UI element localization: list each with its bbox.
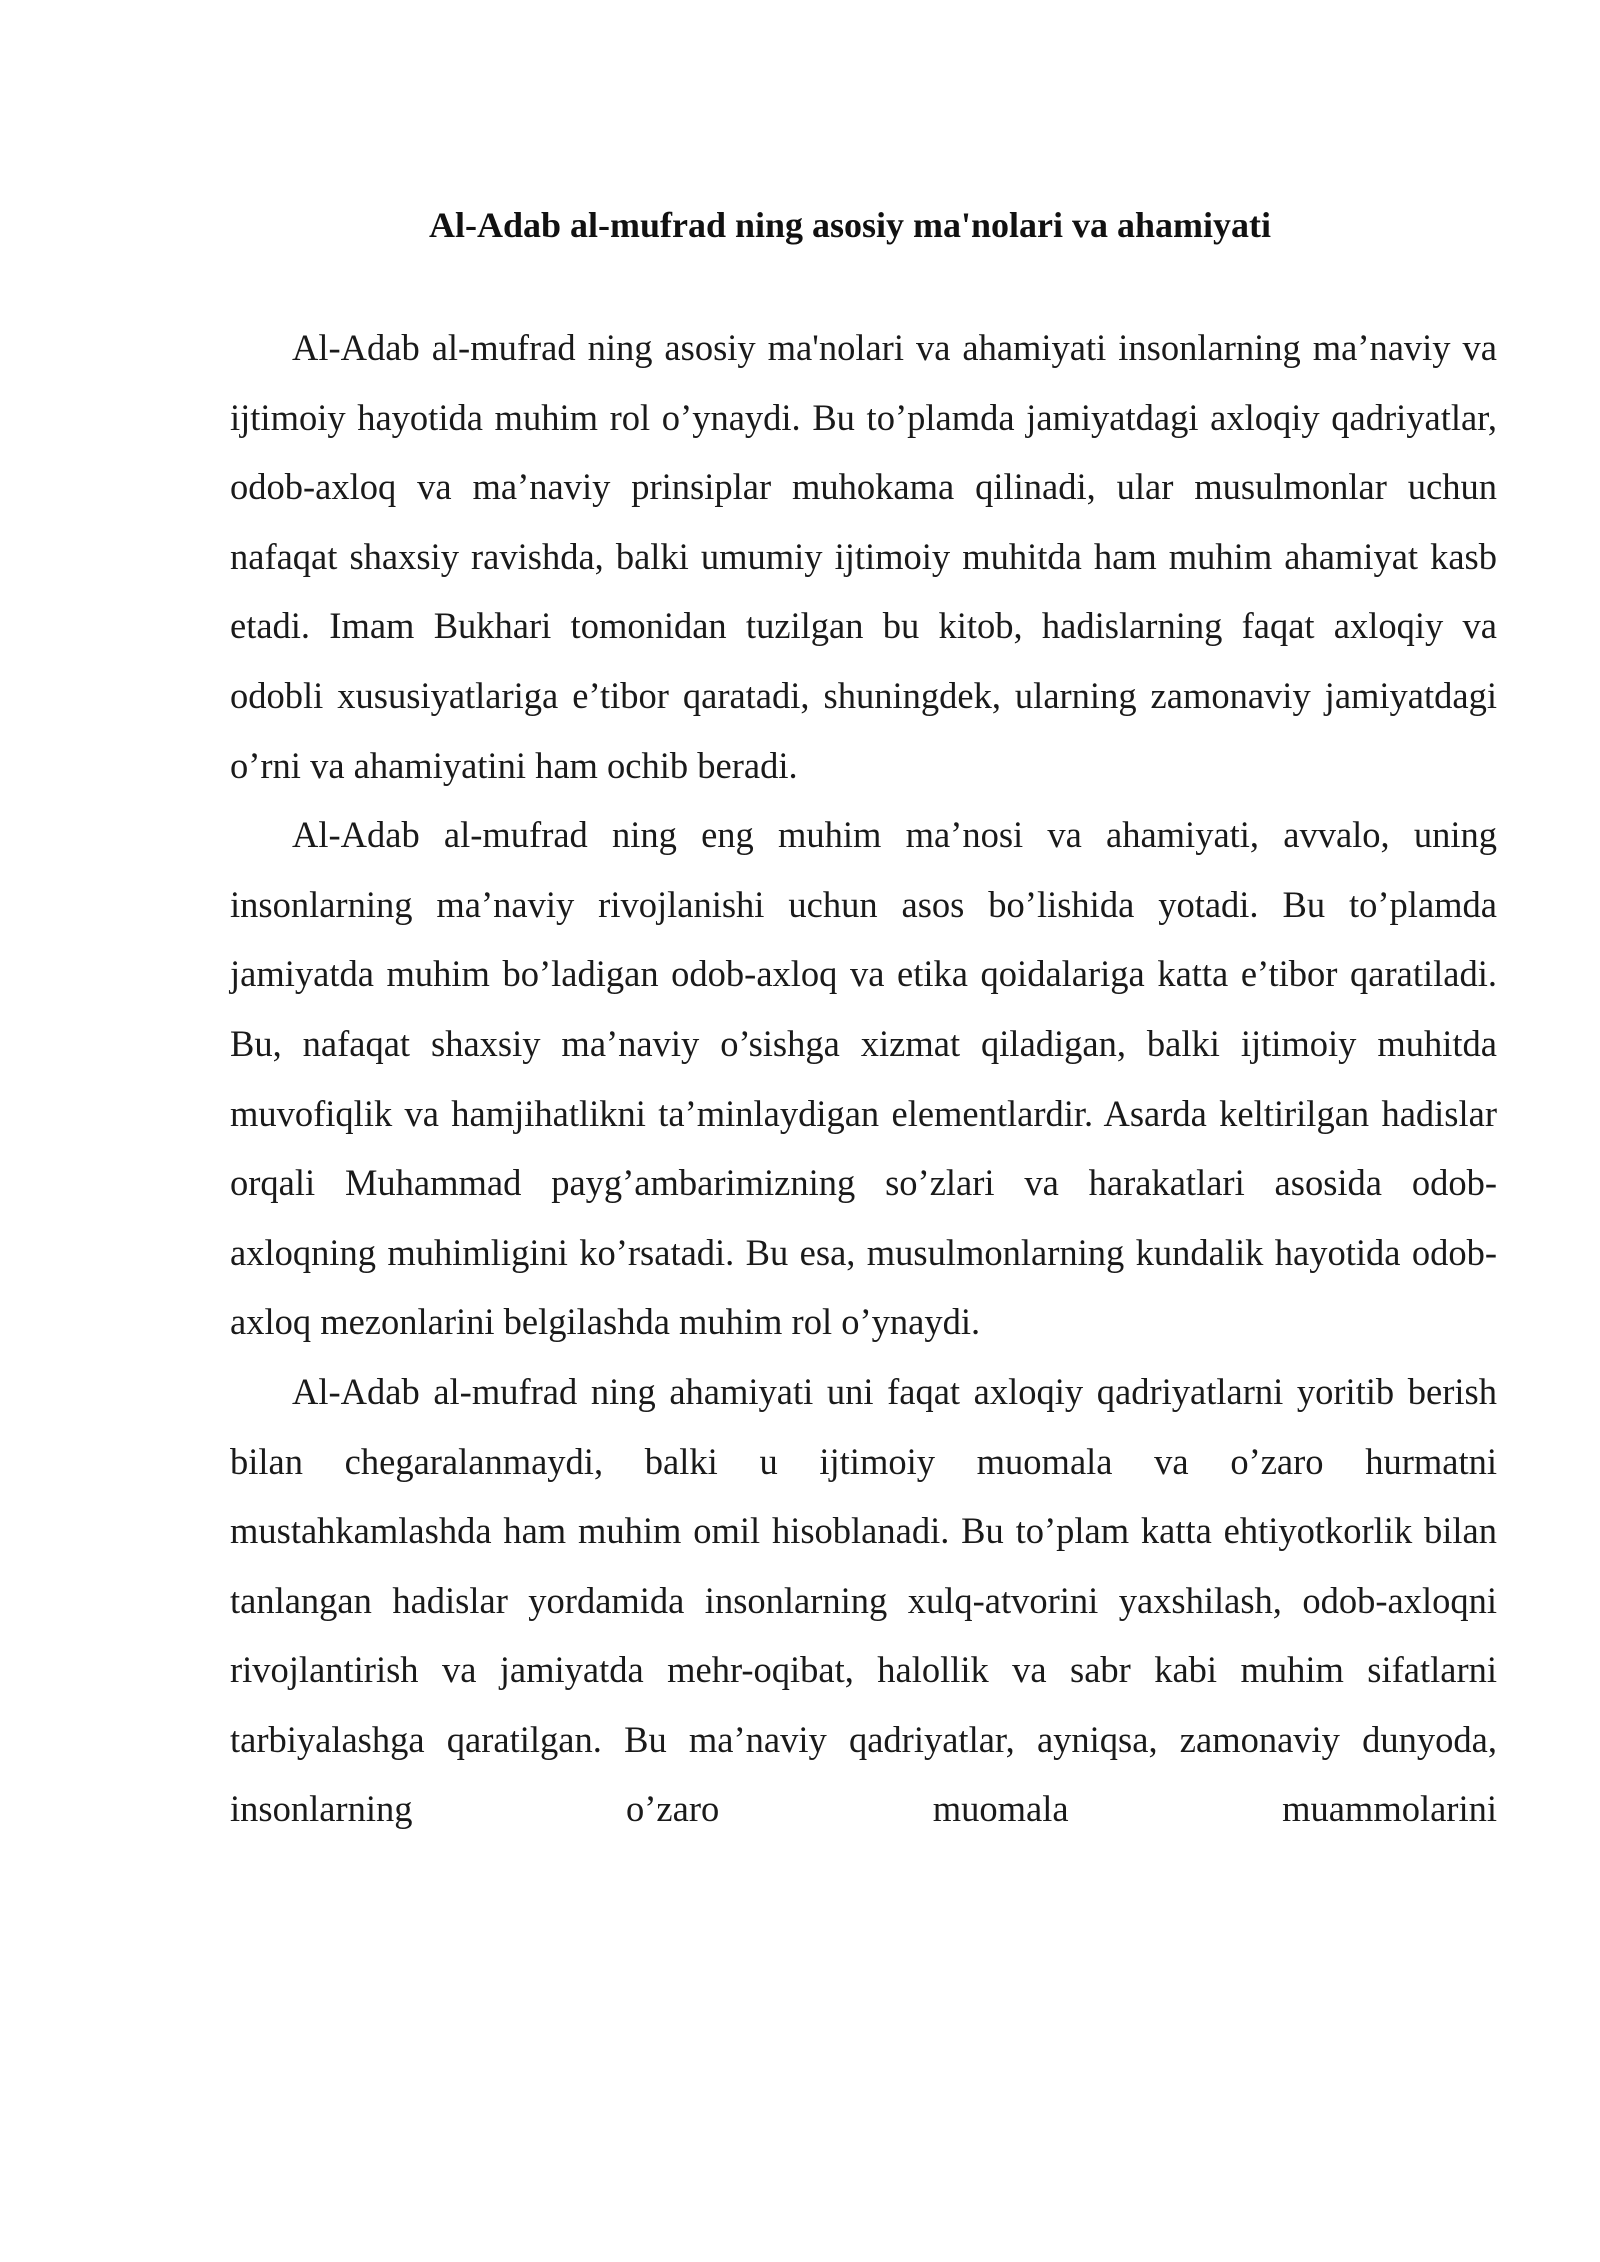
paragraph-1: Al-Adab al-mufrad ning asosiy ma'nolari va ahamiyati insonlarning ma’naviy va ijtimoiy hayotida muhim rol o’ynaydi. Bu to’plamda jamiyatdagi axloqiy qadriyatlar, odob-axloq va ma’naviy prinsiplar muhokama qilinadi, ular musulmonlar uchun nafaqat shaxsiy ravishda, balki umumiy ijtimoiy muhitda ham muhim ahamiyat kasb etadi. Imam Bukhari tomonidan tuzilgan bu kitob, hadislarning faqat axloqiy va odobli xususiyatlariga e’tibor qaratadi, shuningdek, ularning zamonaviy jamiyatdagi o’rni va ahamiyatini ham ochib beradi. (230, 327, 1497, 786)
paragraph-3: Al-Adab al-mufrad ning ahamiyati uni faqat axloqiy qadriyatlarni yoritib berish bilan chegaralanmaydi, balki u ijtimoiy muomala va o’zaro hurmatni mustahkamlashda ham muhim omil hisoblanadi. Bu to’plam katta ehtiyotkorlik bilan tanlangan hadislar yordamida insonlarning xulq-atvorini yaxshilash, odob-axloqni rivojlantirish va jamiyatda mehr-oqibat, halollik va sabr kabi muhim sifatlarni tarbiyalashga qaratilgan. Bu ma’naviy qadriyatlar, ayniqsa, zamonaviy dunyoda, insonlarning o’zaro muomala muammolarini (230, 1370, 1497, 1830)
document-title: Al-Adab al-mufrad ning asosiy ma'nolari va ahamiyati (428, 205, 1272, 245)
document-body (230, 313, 1497, 1844)
paragraph-2: Al-Adab al-mufrad ning eng muhim ma’nosi va ahamiyati, avvalo, uning insonlarning ma’naviy rivojlanishi uchun asos bo’lishida yotadi. Bu to’plamda jamiyatda muhim bo’ladigan odob-axloq va etika qoidalariga katta e’tibor qaratiladi. Bu, nafaqat shaxsiy ma’naviy o’sishga xizmat qiladigan, balki ijtimoiy muhitda muvofiqlik va hamjihatlikni ta’minlaydigan elementlardir. Asarda keltirilgan hadislar orqali Muhammad payg’ambarimizning so’zlari va harakatlari asosida odob-axloqning muhimligini ko’rsatadi. Bu esa, musulmonlarning kundalik hayotida odob-axloq mezonlarini belgilashda muhim rol o’ynaydi. (230, 814, 1497, 1343)
